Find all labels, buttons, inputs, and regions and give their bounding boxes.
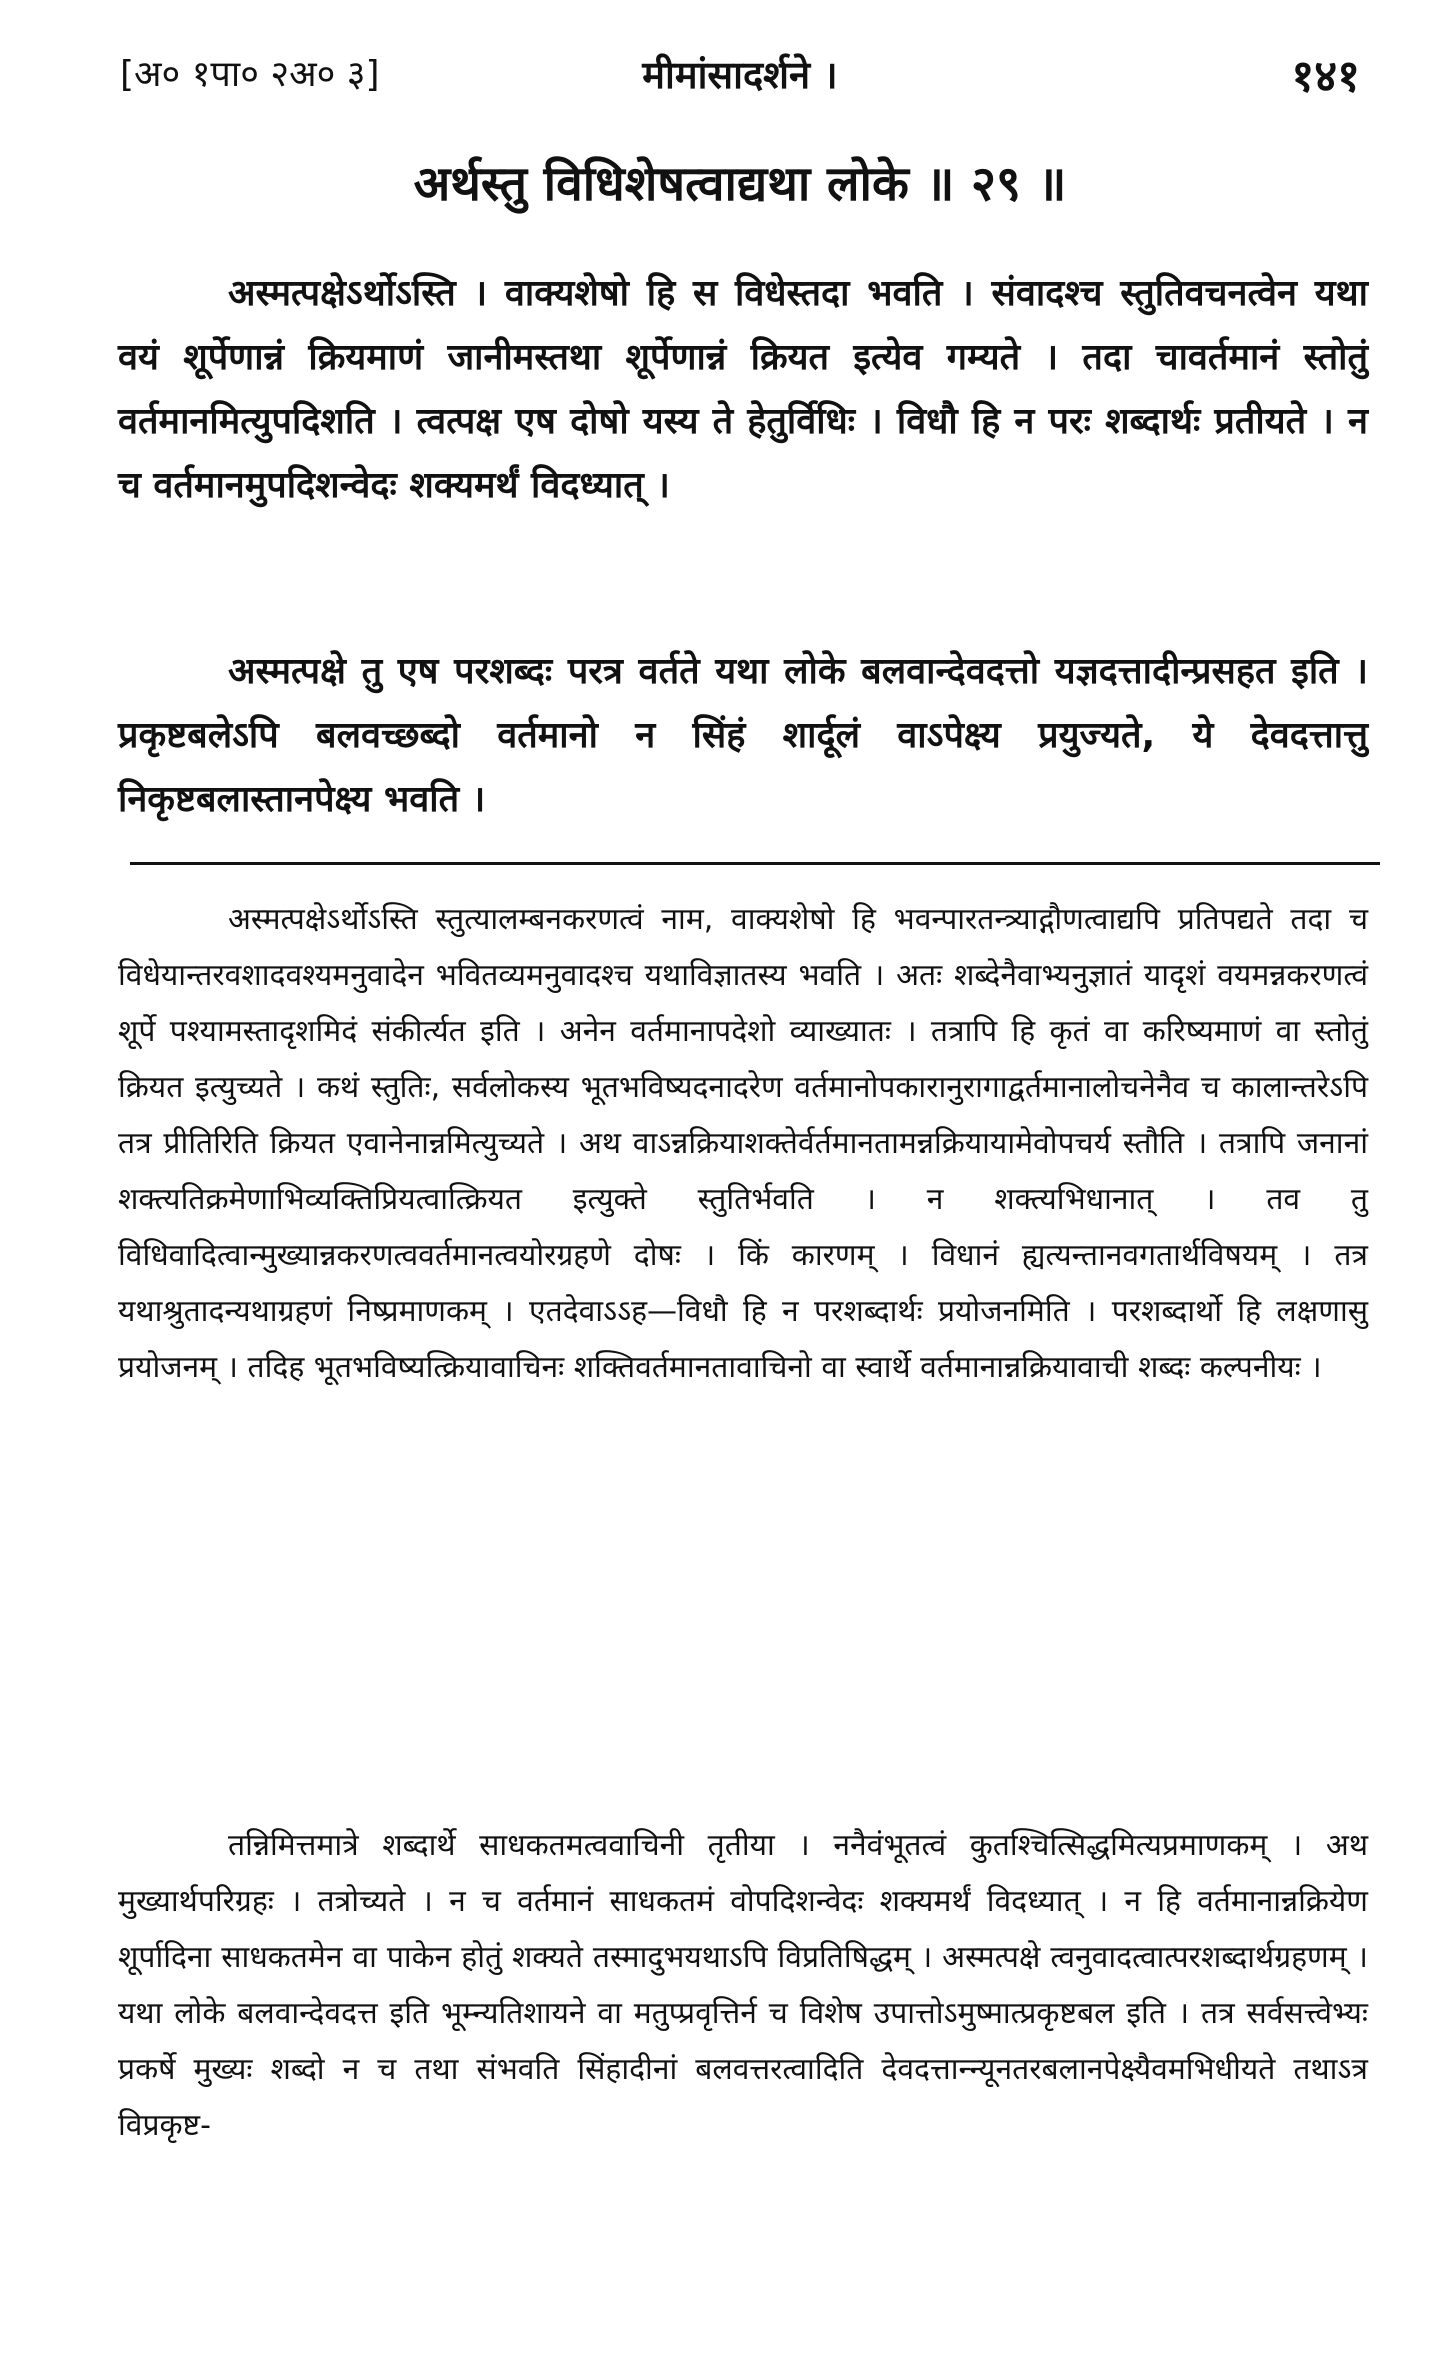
bhashya-paragraph: अस्मत्पक्षे तु एष परशब्दः परत्र वर्तते यथा लोके बलवान्देवदत्तो यज्ञदत्तादीन्प्रसहत इति । प्रकृष्टबलेऽपि बलवच्छब्दो वर्तमानो न सिंहं शार्दूलं वाऽपेक्ष्य प्रयुज्यते, ये देवदत्तात्तु निकृष्टबलास्तानपेक्ष्य भवति । — [118, 651, 1368, 820]
bhashya-paragraph: अस्मत्पक्षेऽर्थोऽस्ति । वाक्यशेषो हि स विधेस्तदा भवति । संवादश्च स्तुतिवचनत्वेन यथा वयं शूर्पेणान्नं क्रियमाणं जानीमस्तथा शूर्पेणान्नं क्रियत इत्येव गम्यते । तदा चावर्तमानं स्तोतुं वर्तमानमित्युपदिशति । त्वत्पक्ष एष दोषो यस्य ते हेतुर्विधिः । विधौ हि न परः शब्दार्थः प्रतीयते । न च वर्तमानमुपदिशन्वेदः शक्यमर्थं विदध्यात् । — [118, 273, 1368, 506]
page-number: १४१ — [1291, 51, 1360, 102]
running-head — [120, 40, 1360, 100]
section-reference: [अ० १पा० २अ० ३] — [120, 54, 380, 95]
divider-rule — [130, 862, 1380, 865]
commentary-paragraph: अस्मत्पक्षेऽर्थोऽस्ति स्तुत्यालम्बनकरणत्वं नाम, वाक्यशेषो हि भवन्पारतन्त्र्याद्गौणत्वाद्यपि प्रतिपद्यते तदा च विधेयान्तरवशादवश्यमनुवादेन भवितव्यमनुवादश्च यथाविज्ञातस्य भवति । अतः शब्देनैवाभ्यनुज्ञातं यादृशं वयमन्नकरणत्वं शूर्पे पश्यामस्तादृशमिदं संकीर्त्यत इति । अनेन वर्तमानापदेशो व्याख्यातः । तत्रापि हि कृतं वा करिष्यमाणं वा स्तोतुं क्रियत इत्युच्यते । कथं स्तुतिः, सर्वलोकस्य भूतभविष्यदनादरेण वर्तमानोपकारानुरागाद्वर्तमानालोचनेनैव च कालान्तरेऽपि तत्र प्रीतिरिति क्रियत एवानेनान्नमित्युच्यते । अथ वाऽन्नक्रियाशक्तेर्वर्तमानतामन्नक्रियायामेवोपचर्य स्तौति । तत्रापि जनानां शक्त्यतिक्रमेणाभिव्यक्तिप्रियत्वात्क्रियत इत्युक्ते स्तुतिर्भवति । न शक्त्यभिधानात् । तव तु विधिवादित्वान्मुख्यान्नकरणत्ववर्तमानत्वयोरग्रहणे दोषः । किं कारणम् । विधानं ह्यत्यन्तानवगतार्थविषयम् । तत्र यथाश्रुतादन्यथाग्रहणं निष्प्रमाणकम् । एतदेवाऽऽह—विधौ हि न परशब्दार्थः प्रयोजनमिति । परशब्दार्थो हि लक्षणासु प्रयोजनम् । तदिह भूतभविष्यत्क्रियावाचिनः शक्तिवर्तमानतावाचिनो वा स्वार्थे वर्तमानान्नक्रियावाची शब्दः कल्पनीयः । — [118, 902, 1368, 1385]
sutra-heading: अर्थस्तु विधिशेषत्वाद्यथा लोके ॥ २९ ॥ — [413, 156, 1067, 212]
book-title: मीमांसादर्शने । — [642, 53, 838, 97]
commentary-paragraph: तन्निमित्तमात्रे शब्दार्थे साधकतमत्ववाचिनी तृतीया । ननैवंभूतत्वं कुतश्चित्सिद्धमित्यप्रमाणकम् । अथ मुख्यार्थपरिग्रहः । तत्रोच्यते । न च वर्तमानं साधकतमं वोपदिशन्वेदः शक्यमर्थं विदध्यात् । न हि वर्तमानान्नक्रियेण शूर्पादिना साधकतमेन वा पाकेन होतुं शक्यते तस्मादुभयथाऽपि विप्रतिषिद्धम् । अस्मत्पक्षे त्वनुवादत्वात्परशब्दार्थग्रहणम् । यथा लोके बलवान्देवदत्त इति भूम्न्यतिशायने वा मतुप्प्रवृत्तिर्न च विशेष उपात्तोऽमुष्मात्प्रकृष्टबल इति । तत्र सर्वसत्त्वेभ्यः प्रकर्षे मुख्यः शब्दो न च तथा संभवति सिंहादीनां बलवत्तरत्वादिति देवदत्तान्न्यूनतरबलानपेक्ष्यैवमभिधीयते तथाऽत्र विप्रकृष्ट- — [118, 1828, 1368, 2143]
